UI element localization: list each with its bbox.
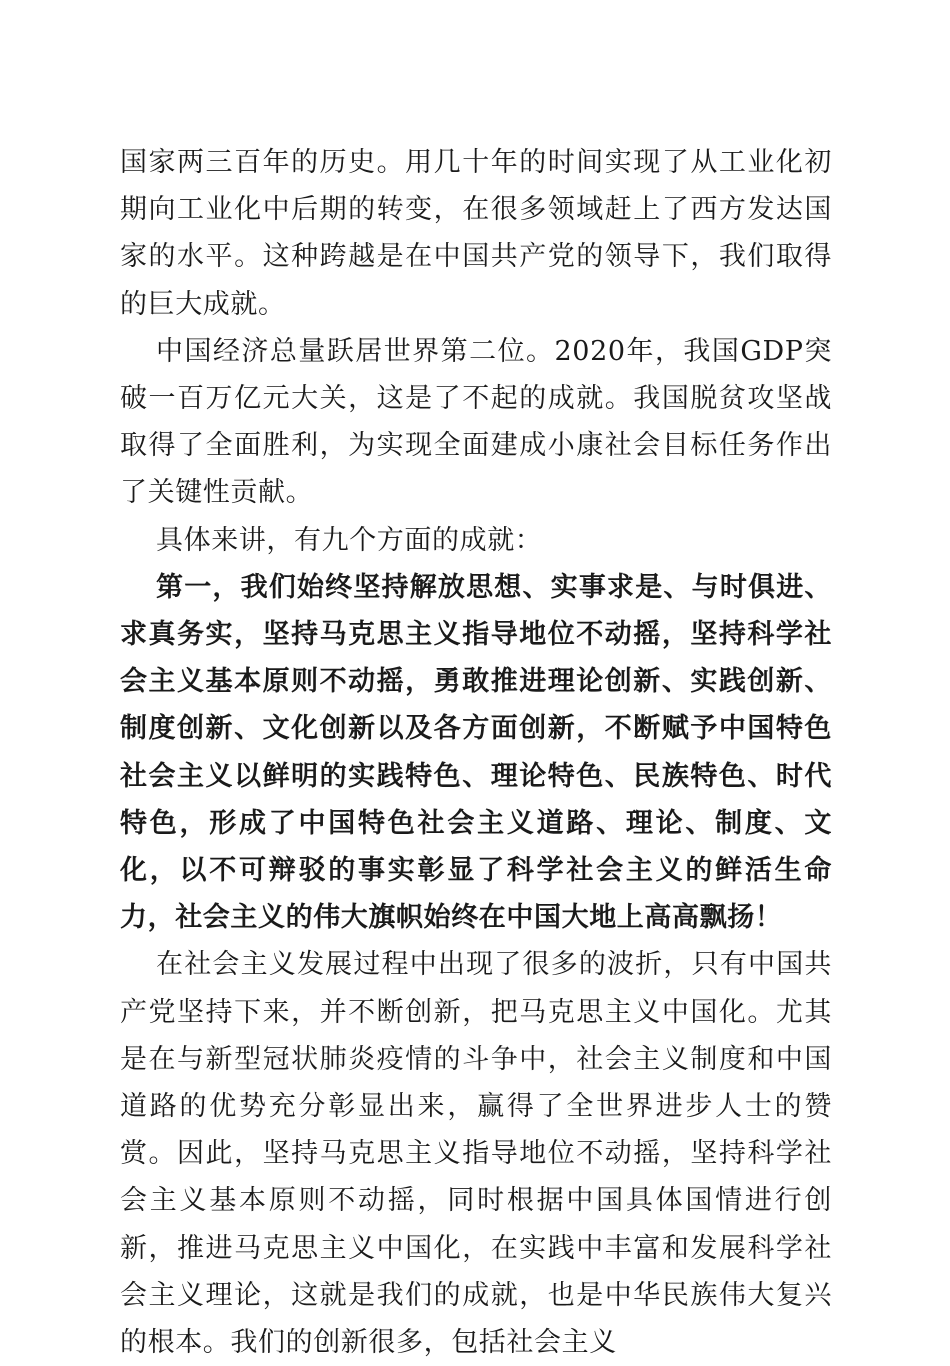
paragraph-nine-achievements-intro: 具体来讲，有九个方面的成就： (156, 524, 543, 556)
document-body (120, 139, 832, 1366)
paragraph-continuation: 国家两三百年的历史。用几十年的时间实现了从工业化初期向工业化中后期的转变，在很多领域赶上了西方发达国家的水平。这种跨越是在中国共产党的领导下，我们取得的巨大成就。 (120, 147, 832, 320)
paragraph-first-achievement: 第一，我们始终坚持解放思想、实事求是、与时俱进、求真务实，坚持马克思主义指导地位不动摇，坚持科学社会主义基本原则不动摇，勇敢推进理论创新、实践创新、制度创新、文化创新以及各方面创新，不断赋予中国特色社会主义以鲜明的实践特色、理论特色、民族特色、时代特色，形成了中国特色社会主义道路、理论、制度、文化，以不可辩驳的事实彰显了科学社会主义的鲜活生命力，社会主义的伟大旗帜始终在中国大地上高高飘扬！ (120, 571, 832, 934)
paragraph-socialism-development: 在社会主义发展过程中出现了很多的波折，只有中国共产党坚持下来，并不断创新，把马克思主义中国化。尤其是在与新型冠状肺炎疫情的斗争中，社会主义制度和中国道路的优势充分彰显出来，赢得了全世界进步人士的赞赏。因此，坚持马克思主义指导地位不动摇，坚持科学社会主义基本原则不动摇，同时根据中国具体国情进行创新，推进马克思主义中国化，在实践中丰富和发展科学社会主义理论，这就是我们的成就，也是中华民族伟大复兴的根本。我们的创新很多，包括社会主义 (120, 949, 832, 1359)
paragraph-economy: 中国经济总量跃居世界第二位。2020年，我国GDP突破一百万亿元大关，这是了不起的成就。我国脱贫攻坚战取得了全面胜利，为实现全面建成小康社会目标任务作出了关键性贡献。 (120, 335, 832, 509)
